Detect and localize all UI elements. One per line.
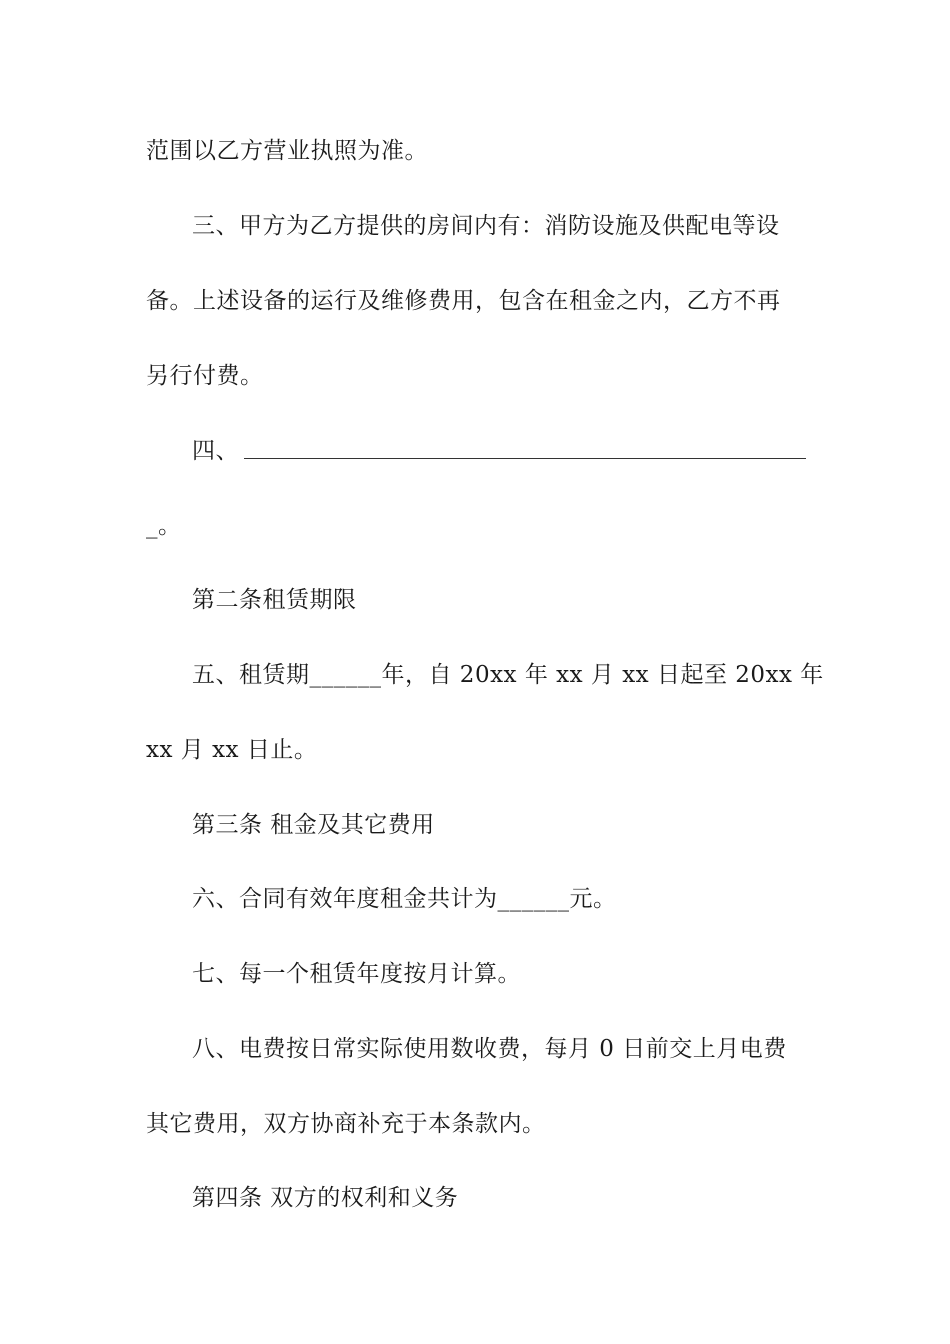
clause-seven-line: 七、每一个租赁年度按月计算。 <box>192 961 521 987</box>
article-three-heading: 第三条 租金及其它费用 <box>192 812 435 838</box>
clause-five-end: xx 月 xx 日止。 <box>146 737 318 763</box>
clause-four-prefix: 四、 <box>192 438 239 464</box>
blank-fill-line <box>244 458 806 459</box>
clause-three-line: 三、甲方为乙方提供的房间内有：消防设施及供配电等设 <box>192 213 780 239</box>
clause-three-end: 另行付费。 <box>146 363 264 389</box>
clause-three-continuation: 备。上述设备的运行及维修费用，包含在租金之内，乙方不再 <box>146 288 781 314</box>
article-two-heading: 第二条租赁期限 <box>192 587 357 613</box>
clause-eight-line: 八、电费按日常实际使用数收费，每月 0 日前交上月电费 <box>192 1036 787 1062</box>
clause-four-end: _。 <box>146 513 182 539</box>
article-four-heading: 第四条 双方的权利和义务 <box>192 1185 459 1211</box>
clause-five-line: 五、租赁期______年，自 20xx 年 xx 月 xx 日起至 20xx 年 <box>192 662 824 688</box>
clause-six-line: 六、合同有效年度租金共计为______元。 <box>192 886 617 912</box>
clause-text-line: 范围以乙方营业执照为准。 <box>146 138 428 164</box>
clause-eight-end: 其它费用，双方协商补充于本条款内。 <box>146 1111 546 1137</box>
